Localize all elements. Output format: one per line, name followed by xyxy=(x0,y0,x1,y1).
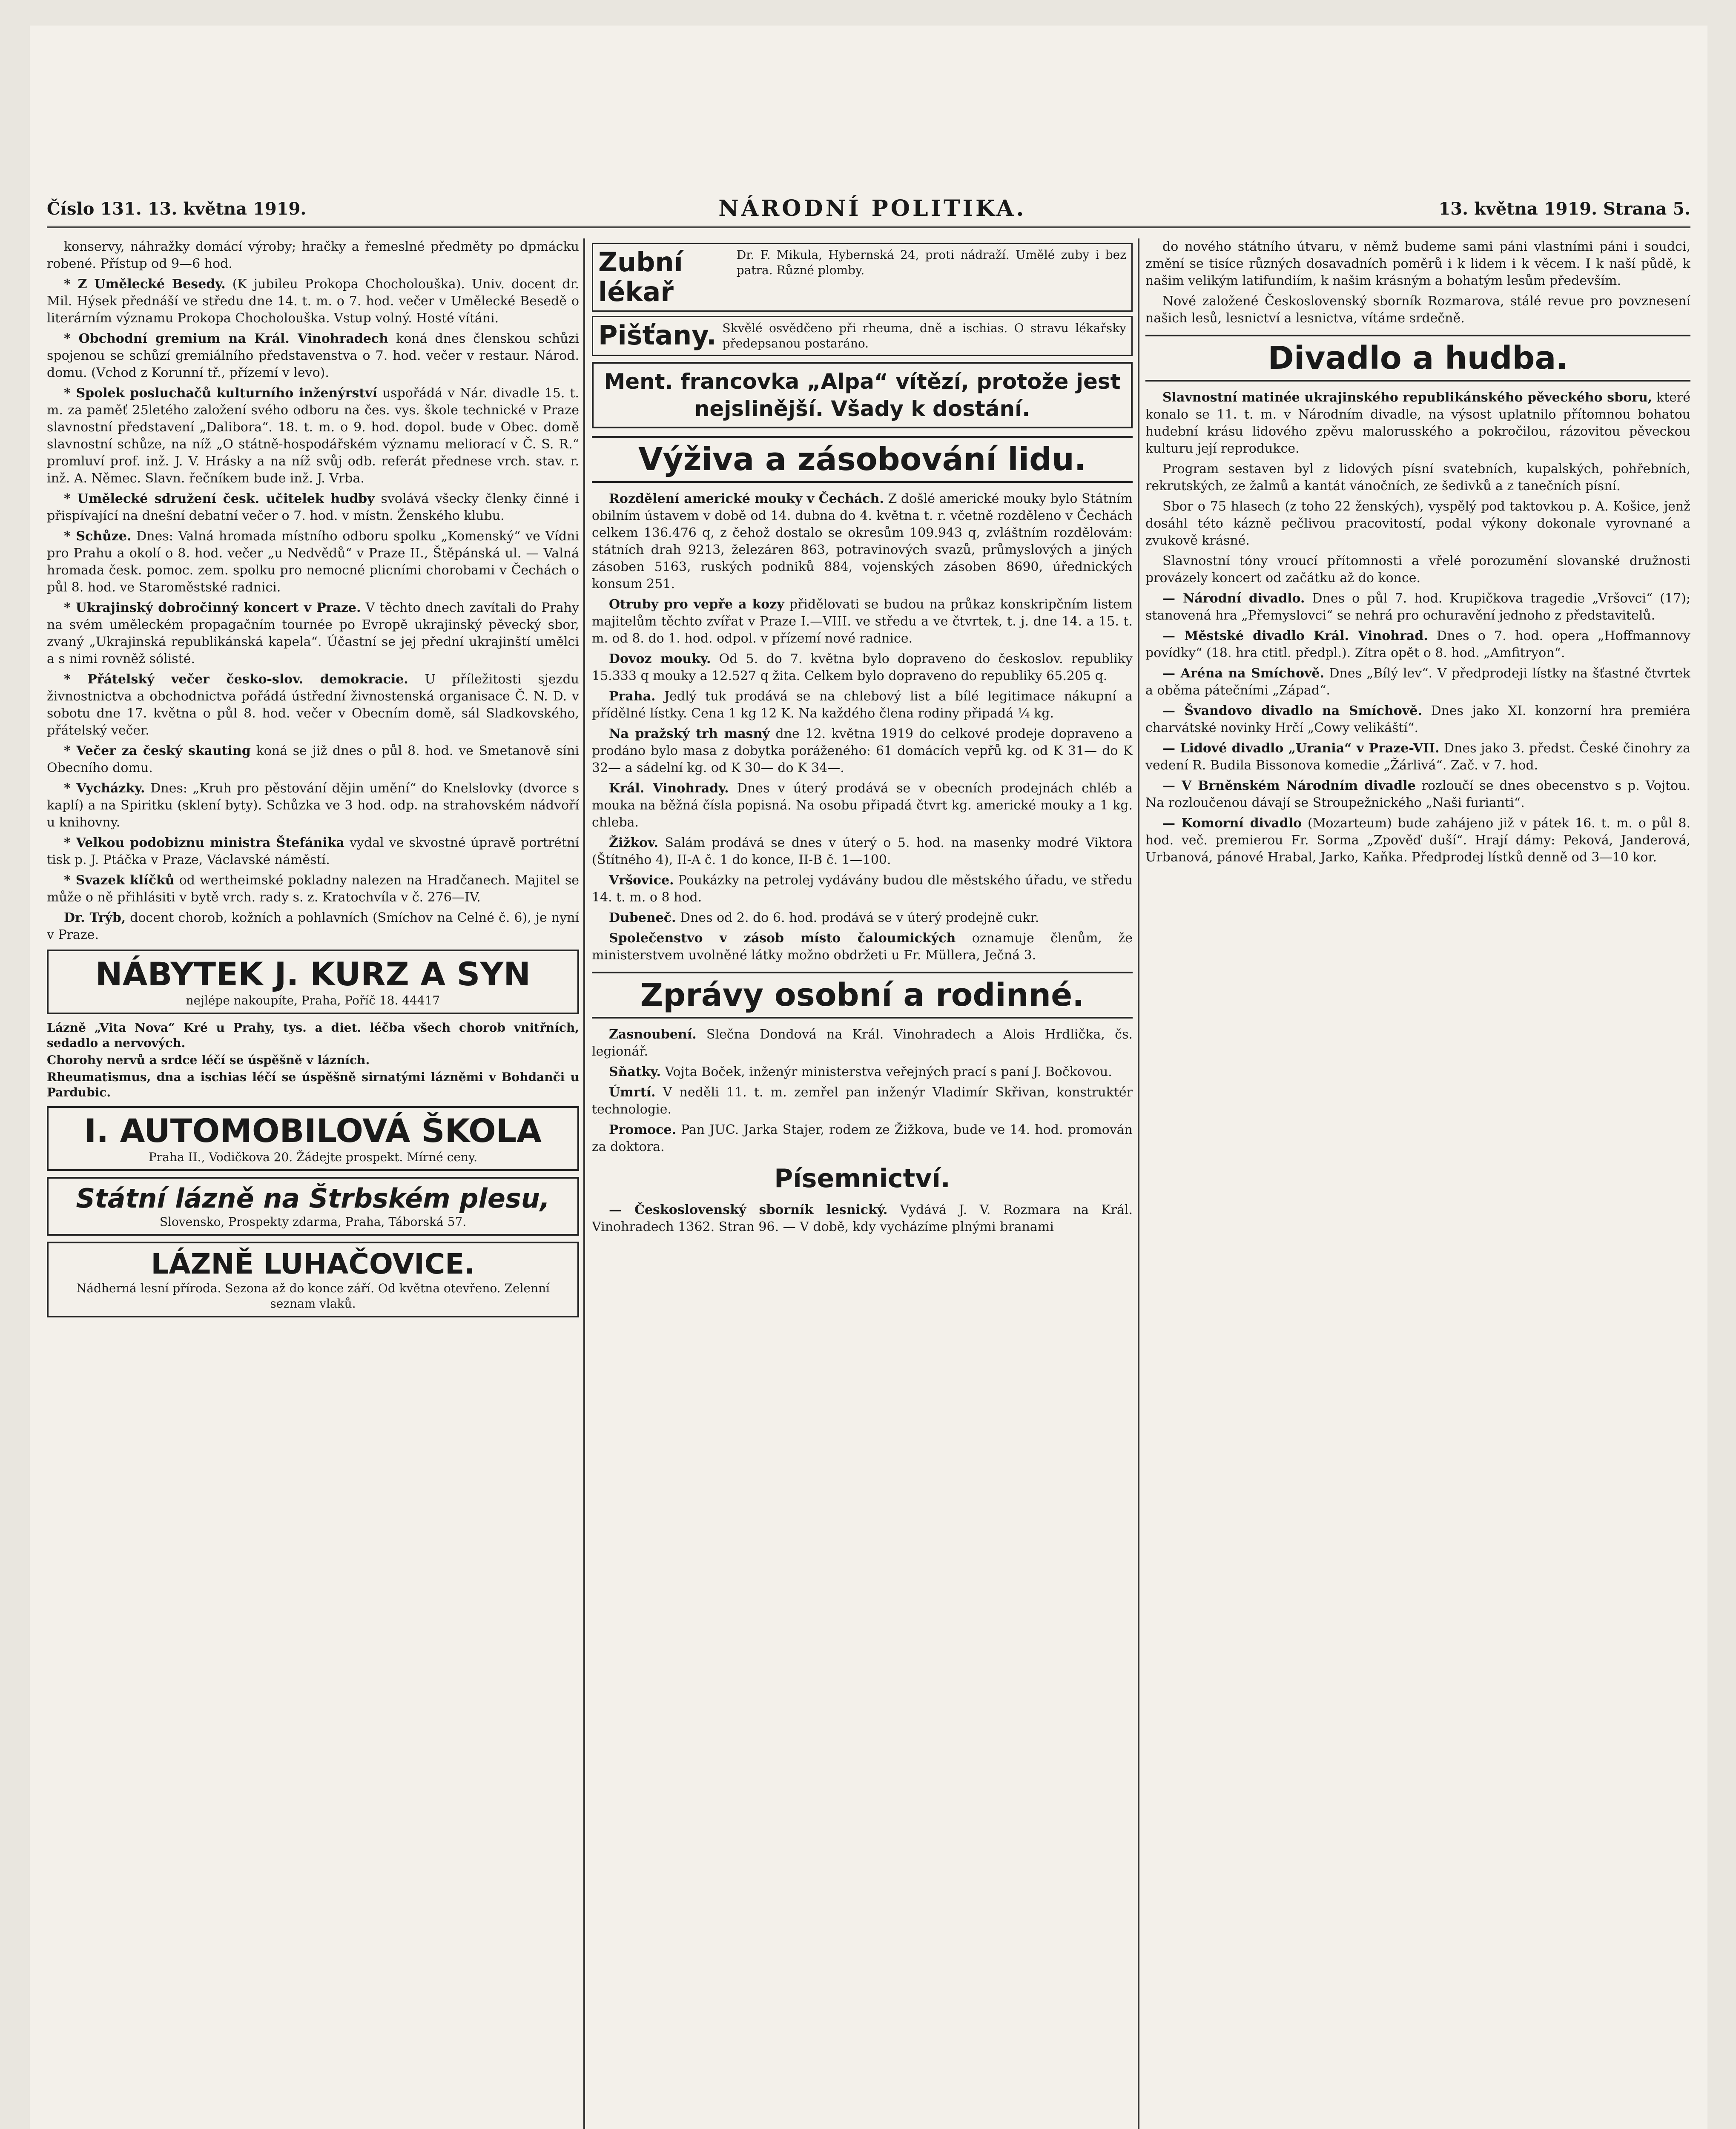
article-paragraph: Nové založené Československý sborník Rozmarova, stálé revue pro povznesení našich lesů, lesnictví a lesnictva, vítáme srdečně. xyxy=(1145,294,1690,326)
article-paragraph xyxy=(1145,628,1690,662)
article-lead: Dr. Trýb, xyxy=(64,910,126,925)
ad-subtitle: nejlépe nakoupíte, Praha, Poříč 18. 44417 xyxy=(186,993,440,1007)
article-lead: Otruby pro vepře a kozy xyxy=(609,597,784,612)
article-text: Jedlý tuk prodává se na chlebový list a bílé legitimace nákupní a přídělné lístky. Cena 1 kg 12 K. Na každého člena rodiny připadá ¼ kg. xyxy=(592,689,1133,721)
article-text: svolává všecky členky činné i přispívající na dnešní debatní večer o 7. hod. v místn. Ženského klubu. xyxy=(47,491,579,523)
section-heading: Divadlo a hudba. xyxy=(1145,335,1690,382)
article-paragraph: Program sestaven byl z lidových písní svatebních, kupalských, pohřebních, rekrutských, ze žalmů a kantát vánočních, ze šedivků a z tanečních písní. xyxy=(1145,462,1690,494)
ad-automobile-school xyxy=(47,1106,579,1171)
article-lead: * Vycházky. xyxy=(64,781,145,796)
article-paragraph: konservy, náhražky domácí výroby; hračky a řemeslné předměty po dpmácku robené. Přístup od 9—6 hod. xyxy=(47,239,579,271)
article-lead: * Večer za český skauting xyxy=(64,743,251,758)
article-paragraph xyxy=(1145,815,1690,866)
article-text: Od 5. do 7. května bylo dopraveno do českoslov. republiky 15.333 q mouky a 12.527 q žita. Celkem bylo dopraveno do republiky 65.205 q. xyxy=(592,651,1133,683)
article-paragraph xyxy=(47,330,579,382)
article-lead: Slavnostní matinée ukrajinského republikánského pěveckého sboru, xyxy=(1162,390,1653,405)
article-lead: Na pražský trh masný xyxy=(609,726,770,741)
ad-text: Skvělé osvědčeno při rheuma, dně a ischias. O stravu lékařsky předepsanou postaráno. xyxy=(722,321,1126,350)
ad-strip: Chorohy nervů a srdce léčí se úspěšně v lázních. xyxy=(47,1053,370,1067)
article-paragraph xyxy=(592,688,1133,722)
article-text: (Mozarteum) bude zahájeno již v pátek 16. t. m. o půl 8. hod. več. premierou Fr. Sorma „Zpověď duší“. Hrají dámy: Peková, Janderová, Urbanová, pánové Hrabal, Jarko, Kaňka. Předprodej lístků denně od 3—10 kor. xyxy=(1145,816,1690,865)
article-lead: * Velkou podobiznu ministra Štefánika xyxy=(64,835,344,850)
article-paragraph xyxy=(592,1202,1133,1236)
article-lead: — Švandovo divadlo na Smíchově. xyxy=(1162,703,1422,718)
article-paragraph: do nového státního útvaru, v němž budeme sami páni vlastními páni i soudci, změní se tisíce různých dosavadních poměrů i k lidem i k věcem. I k naší půdě, k našim velikým latifundiím, k našim krásným a bohatým lesům především. xyxy=(1145,239,1690,288)
issue-number: Číslo 131. 13. května 1919. xyxy=(47,199,307,219)
section-heading: Písemnictví. xyxy=(774,1164,950,1194)
article-paragraph xyxy=(592,872,1133,906)
article-lead: * Z Umělecké Besedy. xyxy=(64,277,226,292)
ad-title: Zubní lékař xyxy=(598,247,683,307)
ad-subtitle: Nádherná lesní příroda. Sezona až do konce září. Od května otevřeno. Zelenní seznam vlaků. xyxy=(76,1281,550,1311)
article-lead: Dovoz mouky. xyxy=(609,651,711,666)
article-text: Poukázky na petrolej vydávány budou dle městského úřadu, ve středu 14. t. m. o 8 hod. xyxy=(592,873,1133,905)
article-text: které konalo se 11. t. m. v Národním divadle, na výsost uplatnilo přítomnou bohatou hudební krásu lidového zpěvu malorusského a pokročilou, rázovitou pěveckou kulturu její reprodukce. xyxy=(1145,390,1690,456)
article-text: Dnes od 2. do 6. hod. prodává se v úterý prodejně cukr. xyxy=(680,910,1039,925)
article-paragraph xyxy=(592,596,1133,647)
article-paragraph xyxy=(47,835,579,869)
newspaper-title: NÁRODNÍ POLITIKA. xyxy=(718,195,1027,221)
column-2 xyxy=(592,238,1133,2129)
article-paragraph xyxy=(47,671,579,739)
article-lead: * Ukrajinský dobročinný koncert v Praze. xyxy=(64,600,361,615)
ad-title: NÁBYTEK J. KURZ A SYN xyxy=(95,955,531,993)
article-lead: Dubeneč. xyxy=(609,910,676,925)
article-text: rozloučí se dnes obecenstvo s p. Vojtou. Na rozloučenou dávají se Stroupežnického „Naši furianti“. xyxy=(1145,778,1690,810)
article-text: Dnes: Valná hromada místního odboru spolku „Komenský“ ve Vídni pro Prahu a okolí o 8. hod. večer „u Nedvědů“ v Praze II., Štěpánská ul. — Valná hromada česk. pomoc. zem. spolku pro nemocné plicními chorobami v Čechách o půl 8. hod. ve Staroměstské radnici. xyxy=(47,529,579,595)
article-text: Vojta Boček, inženýr ministerstva veřejných prací s paní J. Bočkovou. xyxy=(665,1064,1112,1079)
article-paragraph xyxy=(592,726,1133,777)
ad-subtitle: Praha II., Vodičkova 20. Žádejte prospekt. Mírné ceny. xyxy=(149,1150,477,1164)
article-paragraph xyxy=(592,1084,1133,1118)
article-paragraph xyxy=(1145,778,1690,812)
article-lead: — Československý sborník lesnický. xyxy=(609,1202,888,1217)
article-text: Dnes jako 3. předst. České činohry za vedení R. Budila Bissonova komedie „Žárlivá“. Zač. v 7. hod. xyxy=(1145,741,1690,773)
article-lead: Společenstvo v zásob místo čaloumických xyxy=(609,931,956,946)
article-text: Dnes o půl 7. hod. Krupičkova tragedie „Vršovci“ (17); stanovená hra „Přemyslovci“ se nehrá pro ochuravění jednoho z představitelů. xyxy=(1145,591,1690,623)
ad-title: Pišťany. xyxy=(598,320,717,351)
article-lead: Rozdělení americké mouky v Čechách. xyxy=(609,491,884,506)
article-lead: * Svazek klíčků xyxy=(64,873,175,888)
column-rule xyxy=(1138,238,1139,2129)
article-lead: Úmrtí. xyxy=(609,1085,656,1100)
article-paragraph xyxy=(1145,703,1690,737)
article-paragraph xyxy=(592,1026,1133,1060)
article-text: V neděli 11. t. m. zemřel pan inženýr Vladimír Skřivan, konstruktér technologie. xyxy=(592,1085,1133,1117)
article-paragraph xyxy=(592,1064,1133,1081)
article-text: Vydává J. V. Rozmara na Král. Vinohradech 1362. Stran 96. — V době, kdy vycházíme plnými branami xyxy=(592,1202,1133,1234)
article-text: V těchto dnech zavítali do Prahy na svém uměleckém propagačním tournée po Evropě ukrajinský pěvecký sbor, zvaný „Ukrajinská republikánská kapela“. Účastní se jej přední ukrajinští umělci a s nimi rovněž sólisté. xyxy=(47,600,579,666)
ad-strbske-pleso xyxy=(47,1177,579,1236)
ad-kurz-furniture xyxy=(47,950,579,1014)
column-3 xyxy=(1145,238,1690,2129)
article-lead: * Schůze. xyxy=(64,529,132,544)
article-text: docent chorob, kožních a pohlavních (Smíchov na Celné č. 6), je nyní v Praze. xyxy=(47,910,579,942)
article-lead: Praha. xyxy=(609,689,656,704)
article-lead: Zasnoubení. xyxy=(609,1027,697,1042)
article-lead: — Národní divadlo. xyxy=(1162,591,1305,606)
issue-date-page: 13. května 1919. Strana 5. xyxy=(1438,199,1690,219)
article-text: Z došlé americké mouky bylo Státním obilním ústavem v době od 14. dubna do 4. května t. r. včetně rozděleno v Čechách celkem 136.476 q, z čehož dostalo se okresům 109.943 q, zvláštním rozdělovám: státních drah 9213, železáren 863, potravinových svazů, průmyslových a jiných zásoben 5163, ruských podniků 884, vojenských zásoben 8690, úřednických konsum 251. xyxy=(592,491,1133,591)
article-lead: * Přátelský večer česko-slov. demokracie. xyxy=(64,672,408,687)
article-paragraph xyxy=(47,780,579,831)
ad-title: I. AUTOMOBILOVÁ ŠKOLA xyxy=(84,1112,542,1150)
ad-alpa: Ment. francovka „Alpa“ vítězí, protože jest nejslinější. Všady k dostání. xyxy=(592,362,1133,428)
article-lead: * Umělecké sdružení česk. učitelek hudby xyxy=(64,491,375,506)
column-rule xyxy=(583,238,585,2129)
article-text: přidělovati se budou na průkaz konskripčním listem majitelům těchto zvířat v Praze I.—VIII. ve středu a ve čtvrtek, t. j. dne 14. a 15. t. m. od 8. do 1. hod. odpol. v přízemí nové radnice. xyxy=(592,597,1133,646)
article-text: od wertheimské pokladny nalezen na Hradčanech. Majitel se může o ně přihlásiti v bytě vrch. rady s. z. Kratochvíla v č. 276—IV. xyxy=(47,873,579,905)
page-header xyxy=(47,166,1690,228)
article-text: Salám prodává se dnes v úterý o 5. hod. na masenky modré Viktora (Štítného 4), II-A č. 1 do konce, II-B č. 1—100. xyxy=(592,835,1133,867)
column-1 xyxy=(47,238,579,2129)
article-paragraph xyxy=(1145,590,1690,624)
article-lead: — Městské divadlo Král. Vinohrad. xyxy=(1162,628,1428,643)
article-paragraph xyxy=(592,910,1133,927)
article-text: Pan JUC. Jarka Stajer, rodem ze Žižkova, bude ve 14. hod. promován za doktora. xyxy=(592,1122,1133,1154)
article-lead: — Lidové divadlo „Urania“ v Praze-VII. xyxy=(1162,741,1440,756)
article-text: koná dnes členskou schůzi spojenou se schůzí gremiálního představenstva o 7. hod. večer v restaur. Národ. domu. (Vchod z Korunní tř., přízemí v levo). xyxy=(47,331,579,380)
article-paragraph xyxy=(592,651,1133,685)
newspaper-page xyxy=(30,26,1707,2129)
article-paragraph: Slavnostní tóny vroucí přítomnosti a vřelé porozumění slovanské družnosti provázely koncert od začátku až do konce. xyxy=(1145,554,1690,585)
article-lead: Sňatky. xyxy=(609,1064,661,1079)
ad-title: Státní lázně na Štrbském plesu, xyxy=(76,1183,550,1214)
article-text: uspořádá v Nár. divadle 15. t. m. za paměť 25letého založení svého odboru na čes. vys. škole technické v Praze slavnostní představení „Dalibora“. 18. t. m. o 9. hod. dopol. bude v Obec. domě slavnostní schůze, na níž „O státně-hospodářském významu meliorací v Č. S. R.“ promluví prof. inž. J. V. Hrásky a na níž svůj odb. referát přednese vrch. stav. r. inž. A. Němec. Slavn. řečníkem bude inž. J. Vrba. xyxy=(47,386,579,486)
article-lead: Promoce. xyxy=(609,1122,676,1137)
article-paragraph xyxy=(47,276,579,327)
ad-dentist xyxy=(592,243,1133,312)
ad-subtitle: Slovensko, Prospekty zdarma, Praha, Táborská 57. xyxy=(159,1215,467,1229)
article-paragraph xyxy=(47,600,579,668)
article-text: Dnes o 7. hod. opera „Hoffmannovy povídky“ (18. hra ctitl. předpl.). Zítra opět o 8. hod. „Amfitryon“. xyxy=(1145,628,1690,660)
article-text: oznamuje členům, že ministerstvem uvolněné látky možno obdržeti u Fr. Müllera, Ječná 3. xyxy=(592,931,1133,963)
ad-pistany xyxy=(592,316,1133,356)
article-paragraph xyxy=(47,743,579,777)
article-paragraph xyxy=(47,491,579,525)
ad-strip: Lázně „Vita Nova“ Kré u Prahy, tys. a diet. léčba všech chorob vnitřních, sedadlo a nervových. xyxy=(47,1021,579,1050)
article-text: Dnes: „Kruh pro pěstování dějin umění“ do Knelslovky (dvorce s kaplí) a na Spiritku (sklení byty). Schůzka ve 3 hod. odp. na strahovském nádvoří u knihovny. xyxy=(47,781,579,830)
article-lead: Žižkov. xyxy=(609,835,658,850)
section-heading: Zprávy osobní a rodinné. xyxy=(592,972,1133,1019)
ad-strip: Rheumatismus, dna a ischias léčí se úspěšně sirnatými lázněmi v Bohdanči u Pardubic. xyxy=(47,1070,579,1099)
article-paragraph xyxy=(592,780,1133,831)
article-paragraph xyxy=(47,872,579,906)
article-text: koná se již dnes o půl 8. hod. ve Smetanově síni Obecního domu. xyxy=(47,743,579,775)
article-text: Dnes v úterý prodává se v obecních prodejnách chléb a mouka na běžná čísla popisná. Na osobu připadá čtvrt kg. americké mouky a 1 kg. chleba. xyxy=(592,781,1133,830)
article-paragraph xyxy=(1145,389,1690,457)
article-paragraph xyxy=(47,910,579,944)
article-text: Dnes jako XI. konzorní hra premiéra charvátské novinky Hrčí „Cowy velikáští“. xyxy=(1145,703,1690,735)
article-lead: — V Brněnském Národním divadle xyxy=(1162,778,1416,793)
article-lead: * Spolek posluchačů kulturního inženýrství xyxy=(64,386,378,401)
article-paragraph: Sbor o 75 hlasech (z toho 22 ženských), vyspělý pod taktovkou p. A. Košice, jenž dosáhl této kázně pečlivou pracovitostí, podal výkony dokonale vyrovnané a zvukově krásné. xyxy=(1145,499,1690,548)
article-text: (K jubileu Prokopa Chocholouška). Univ. docent dr. Mil. Hýsek přednáší ve středu dne 14. t. m. o 7. hod. večer v Umělecké Besedě o literárním významu Prokopa Chocholouška. Vstup volný. Hosté vítáni. xyxy=(47,277,579,326)
article-lead: Král. Vinohrady. xyxy=(609,781,729,796)
article-paragraph xyxy=(1145,665,1690,699)
article-text: dne 12. května 1919 do celkové prodeje dopraveno a prodáno bylo masa z dobytka poráženého: 61 domácích vepřů kg. od K 31— do K 32— a sádelní kg. od K 30— do K 34—. xyxy=(592,726,1133,775)
article-lead: Vršovice. xyxy=(609,873,674,888)
article-text: U příležitosti sjezdu živnostnictva a obchodnictva pořádá ústřední živnostenská organisace Č. N. D. v sobotu dne 17. května o půl 8. hod. večer v Obecním domě, sál Sladkovského, přátelský večer. xyxy=(47,672,579,738)
article-paragraph xyxy=(592,491,1133,593)
article-text: Slečna Dondová na Král. Vinohradech a Alois Hrdlička, čs. legionář. xyxy=(592,1027,1133,1059)
article-text: Dnes „Bílý lev“. V předprodeji lístky na šťastné čtvrtek a oběma pátečními „Západ“. xyxy=(1145,666,1690,698)
ad-text: Dr. F. Mikula, Hybernská 24, proti nádraží. Umělé zuby i bez patra. Různé plomby. xyxy=(736,248,1126,277)
ad-luhacovice xyxy=(47,1242,579,1317)
article-paragraph xyxy=(47,528,579,596)
article-lead: * Obchodní gremium na Král. Vinohradech xyxy=(64,331,388,346)
article-text: vydal ve skvostné úpravě portrétní tisk p. J. Ptáčka v Praze, Václavské náměstí. xyxy=(47,835,579,867)
section-heading: Výživa a zásobování lidu. xyxy=(592,436,1133,483)
article-paragraph xyxy=(47,385,579,487)
article-paragraph xyxy=(592,930,1133,964)
article-lead: — Aréna na Smíchově. xyxy=(1162,666,1324,681)
ad-title: LÁZNĚ LUHAČOVICE. xyxy=(151,1248,475,1280)
article-paragraph xyxy=(592,835,1133,869)
article-lead: — Komorní divadlo xyxy=(1162,816,1302,831)
article-paragraph xyxy=(592,1122,1133,1156)
article-paragraph xyxy=(1145,740,1690,774)
